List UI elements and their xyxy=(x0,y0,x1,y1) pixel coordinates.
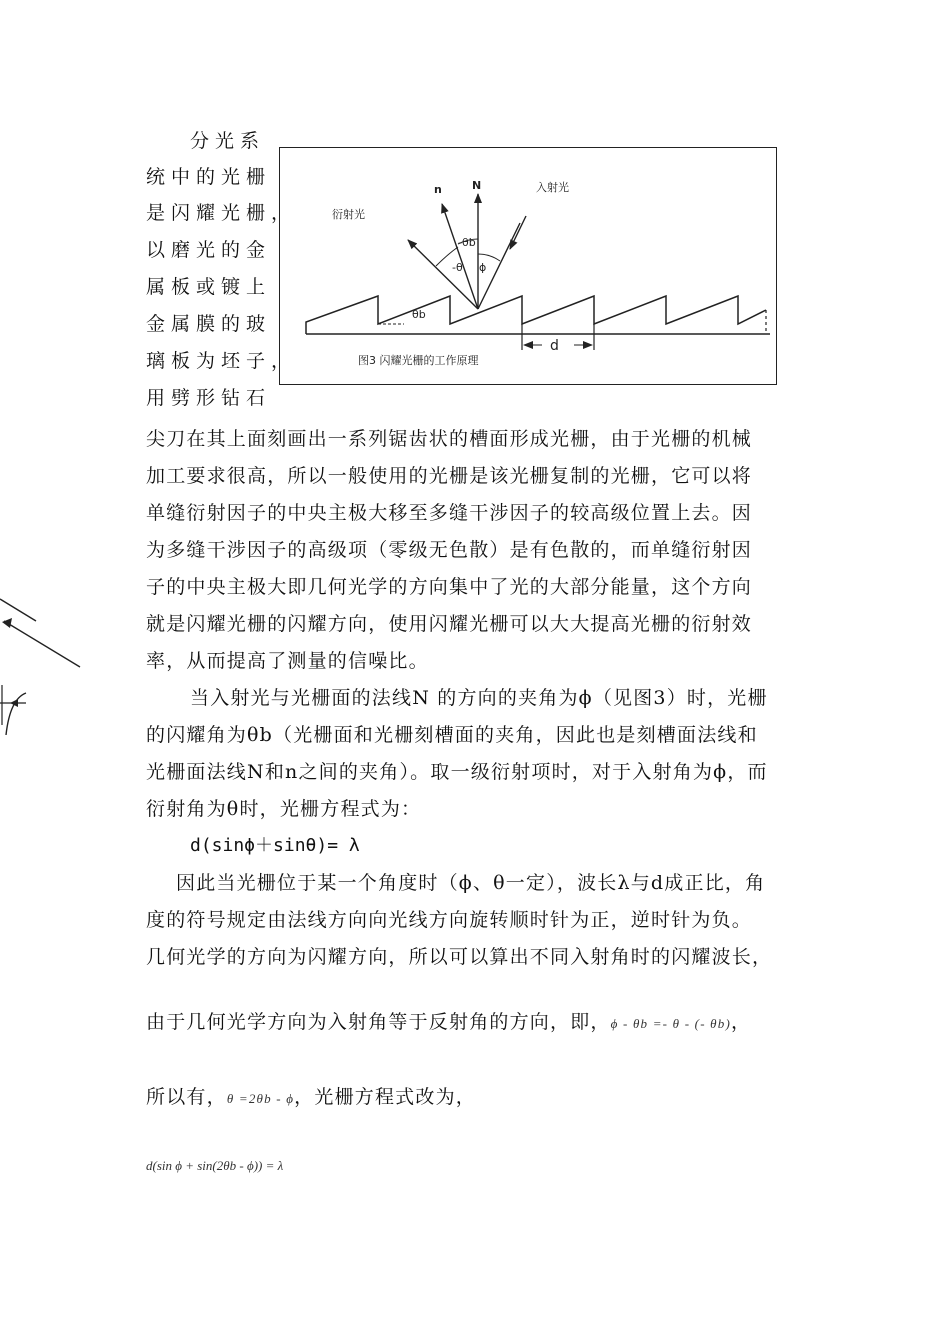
body-line: 衍射角为θ时，光栅方程式为： xyxy=(146,798,422,820)
so-tail: ，光栅方程式改为， xyxy=(294,1086,476,1108)
label-d: d xyxy=(550,338,559,354)
relation-line xyxy=(146,1007,751,1034)
label-phi: ϕ xyxy=(479,261,487,274)
side-line: 用劈形钻石 xyxy=(146,387,272,409)
label-neg-theta: -θ xyxy=(452,261,463,274)
body-line: 尖刀在其上面刻画出一系列锯齿状的槽面形成光栅，由于光栅的机械 xyxy=(146,428,753,450)
body-line: 单缝衍射因子的中央主极大移至多缝干涉因子的较高级位置上去。因 xyxy=(146,502,753,524)
relation-suffix: ， xyxy=(731,1011,752,1033)
label-neg-theta-b: -θb xyxy=(458,236,476,249)
formula-relation: ϕ - θb =- θ - (- θb) xyxy=(610,1016,731,1031)
side-line: 是闪耀光栅， xyxy=(146,202,297,224)
normal-n-arrow xyxy=(442,204,478,309)
body-line: 就是闪耀光栅的闪耀方向，使用闪耀光栅可以大大提高光栅的衍射效 xyxy=(146,613,753,635)
label-incident: 入射光 xyxy=(536,181,569,194)
body-line: 当入射光与光栅面的法线N 的方向的夹角为ϕ（见图3）时，光栅 xyxy=(190,687,768,709)
body-line: 率，从而提高了测量的信噪比。 xyxy=(146,650,429,672)
side-line: 璃板为坯子， xyxy=(146,350,297,372)
body-line: 为多缝干涉因子的高级项（零级无色散）是有色散的，而单缝衍射因 xyxy=(146,539,753,561)
side-line: 属板或镀上 xyxy=(146,276,272,298)
body-line: 度的符号规定由法线方向向光线方向旋转顺时针为正，逆时针为负。 xyxy=(146,909,753,931)
grating-equation: d(sinϕ＋sinθ)= λ xyxy=(190,835,360,856)
grating-diagram xyxy=(280,148,778,386)
body-line: 几何光学的方向为闪耀方向，所以可以算出不同入射角时的闪耀波长， xyxy=(146,946,773,968)
body-line: 的闪耀角为θb（光栅面和光栅刻槽面的夹角，因此也是刻槽面法线和 xyxy=(146,724,758,746)
side-line: 以磨光的金 xyxy=(146,239,272,261)
label-diffracted: 衍射光 xyxy=(332,208,365,221)
label-N: N xyxy=(472,179,482,192)
final-formula: d(sin ϕ + sin(2θb - ϕ)) = λ xyxy=(146,1158,284,1173)
body-line: 光栅面法线N和n之间的夹角）。取一级衍射项时，对于入射角为ϕ，而 xyxy=(146,761,768,783)
so-text: 所以有， xyxy=(146,1086,227,1108)
so-line xyxy=(146,1082,476,1109)
side-line: 统中的光栅 xyxy=(146,166,272,188)
body-line: 加工要求很高，所以一般使用的光栅是该光栅复制的光栅，它可以将 xyxy=(146,465,753,487)
formula-so: θ =2θb - ϕ xyxy=(226,1091,295,1106)
sawtooth-profile xyxy=(306,296,766,334)
side-line: 金属膜的玻 xyxy=(146,313,272,335)
label-theta-b: θb xyxy=(412,308,426,321)
figure-caption: 图3 闪耀光栅的工作原理 xyxy=(358,354,479,367)
figure-blazed-grating xyxy=(279,147,777,385)
side-line: 分光系 xyxy=(190,130,266,152)
label-n: n xyxy=(434,183,442,196)
body-line: 因此当光栅位于某一个角度时（ϕ、θ一定），波长λ与d成正比，角 xyxy=(176,872,766,894)
margin-artifact xyxy=(0,585,82,735)
body-line: 子的中央主极大即几何光学的方向集中了光的大部分能量，这个方向 xyxy=(146,576,753,598)
relation-text: 由于几何光学方向为入射角等于反射角的方向，即， xyxy=(146,1011,611,1033)
